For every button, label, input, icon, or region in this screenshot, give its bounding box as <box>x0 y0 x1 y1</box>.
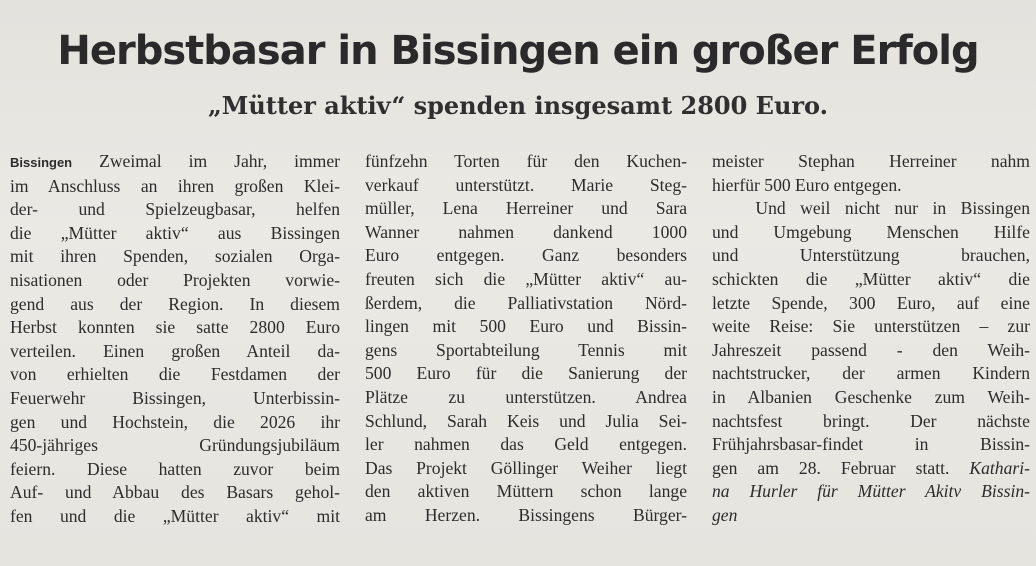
line-text: und Umgebung Menschen Hilfe <box>712 221 1030 242</box>
line-text: Und weil nicht nur in Bissingen <box>712 198 1030 219</box>
article-column-3 <box>712 150 1030 528</box>
article-line <box>10 481 340 505</box>
line-text: hierfür 500 Euro entgegen. <box>712 174 902 195</box>
article-column-2 <box>365 150 687 528</box>
line-text: gend aus der Region. In diesem <box>10 293 340 314</box>
article-line <box>365 339 687 363</box>
line-text: Schlund, Sarah Keis und Julia Sei- <box>365 410 687 431</box>
article-line <box>365 504 687 528</box>
author-credit: Kathari- <box>949 457 1030 478</box>
line-text: Herbst konnten sie satte 2800 Euro <box>10 317 340 338</box>
line-text: Jahreszeit passend - den Weih- <box>712 339 1030 360</box>
article-line <box>712 386 1030 410</box>
line-text: ßerdem, die Palliativstation Nörd- <box>365 292 687 313</box>
article-line <box>10 363 340 387</box>
article-line <box>10 316 340 340</box>
article-line <box>365 268 687 292</box>
article-line <box>365 362 687 386</box>
line-text: gens Sportabteilung Tennis mit <box>365 339 687 360</box>
line-text: gen am 28. Februar statt. <box>712 457 950 478</box>
article-line <box>712 174 1030 198</box>
article-line <box>712 480 1030 504</box>
line-text: meister Stephan Herreiner nahm <box>712 151 1030 171</box>
line-text: Wanner nahmen dankend 1000 <box>365 221 687 242</box>
line-text: nachtsfest bringt. Der nächste <box>712 410 1030 431</box>
article-column-1 <box>10 150 340 529</box>
line-text: von erhielten die Festdamen der <box>10 364 340 385</box>
article-line <box>10 434 340 458</box>
article-line <box>365 457 687 481</box>
article-line <box>10 505 340 529</box>
article-line <box>712 362 1030 386</box>
dateline: Bissingen <box>10 155 73 170</box>
line-text: fünfzehn Torten für den Kuchen- <box>365 151 687 171</box>
line-text: Das Projekt Göllinger Weiher liegt <box>365 457 687 478</box>
article-line <box>10 175 340 199</box>
article-line <box>712 268 1030 292</box>
line-text: die „Mütter aktiv“ aus Bissingen <box>10 222 340 243</box>
article-line <box>712 410 1030 434</box>
line-text: freuten sich die „Mütter aktiv“ au- <box>365 268 687 289</box>
article-line <box>10 458 340 482</box>
line-text: verteilen. Einen großen Anteil da- <box>10 340 340 361</box>
article-line <box>712 457 1030 481</box>
article-line <box>712 315 1030 339</box>
line-text: am Herzen. Bissingens Bürger- <box>365 504 687 525</box>
line-text: Euro entgegen. Ganz besonders <box>365 245 687 266</box>
article-line <box>365 386 687 410</box>
article-line <box>10 269 340 293</box>
line-text: schickten die „Mütter aktiv“ die <box>712 268 1030 289</box>
article-line <box>712 221 1030 245</box>
line-text: Plätze zu unterstützen. Andrea <box>365 386 687 407</box>
article-line <box>365 174 687 198</box>
article-line <box>365 315 687 339</box>
line-text: Auf- und Abbau des Basars gehol- <box>10 482 340 503</box>
article-line <box>10 222 340 246</box>
line-text: Frühjahrsbasar-findet in Bissin- <box>712 434 1030 455</box>
line-text: Zweimal im Jahr, immer <box>72 151 340 171</box>
line-text: Feuerwehr Bissingen, Unterbissin- <box>10 387 340 408</box>
line-text: feiern. Diese hatten zuvor beim <box>10 458 340 479</box>
article-line <box>10 150 340 175</box>
article-line <box>365 150 687 174</box>
line-text: der- und Spielzeugbasar, helfen <box>10 199 340 220</box>
article-line <box>10 411 340 435</box>
author-credit: gen <box>712 504 738 525</box>
line-text: 500 Euro für die Sanierung der <box>365 363 687 384</box>
line-text: gen und Hochstein, die 2026 ihr <box>10 411 340 432</box>
article-line <box>365 410 687 434</box>
article-line <box>365 480 687 504</box>
line-text: und Unterstützung brauchen, <box>712 245 1030 266</box>
line-text: fen und die „Mütter aktiv“ mit <box>10 505 340 526</box>
article-line <box>712 150 1030 174</box>
line-text: im Anschluss an ihren großen Klei- <box>10 175 340 196</box>
article-line <box>365 292 687 316</box>
line-text: den aktiven Müttern schon lange <box>365 481 687 502</box>
article-line <box>10 293 340 317</box>
article-line <box>712 197 1030 221</box>
line-text: müller, Lena Herreiner und Sara <box>365 198 687 219</box>
line-text: lingen mit 500 Euro und Bissin- <box>365 316 687 337</box>
line-text: in Albanien Geschenke zum Weih- <box>712 386 1030 407</box>
article-line <box>365 244 687 268</box>
article-line <box>712 292 1030 316</box>
article-line <box>10 198 340 222</box>
previous-article-bleed: ▔▔▔▔▔▔▔▔▔▔▔▔▔▔▔▔▔▔▔▔▔▔ ▔▔▔▔▔▔▔▔▔▔▔▔▔▔▔▔▔▔▔▔▔ ▔▔▔▔▔▔▔▔▔▔▔▔▔▔▔▔▔▔▔▔▔ <box>10 2 939 17</box>
article-subheadline: „Mütter aktiv“ spenden insgesamt 2800 Euro. <box>207 91 828 120</box>
line-text: ler nahmen das Geld entgegen. <box>365 434 687 455</box>
article-line <box>712 244 1030 268</box>
article-line <box>365 197 687 221</box>
article-line <box>10 387 340 411</box>
article-line <box>10 340 340 364</box>
article-line <box>10 245 340 269</box>
article-line <box>712 433 1030 457</box>
line-text: verkauf unterstützt. Marie Steg- <box>365 174 687 195</box>
line-text: mit ihren Spenden, sozialen Orga- <box>10 246 340 267</box>
line-text: nisationen oder Projekten vorwie- <box>10 269 340 290</box>
article-line <box>712 504 1030 528</box>
line-text: 450-jähriges Gründungsjubiläum <box>10 435 340 456</box>
article-headline: Herbstbasar in Bissingen ein großer Erfolg <box>57 28 979 74</box>
article-line <box>365 221 687 245</box>
line-text: nachtstrucker, der armen Kindern <box>712 363 1030 384</box>
author-credit: na Hurler für Mütter Akitv Bissin- <box>712 481 1030 502</box>
article-line <box>712 339 1030 363</box>
line-text: weite Reise: Sie unterstützen – zur <box>712 316 1030 337</box>
line-text: letzte Spende, 300 Euro, auf eine <box>712 292 1030 313</box>
article-line <box>365 433 687 457</box>
